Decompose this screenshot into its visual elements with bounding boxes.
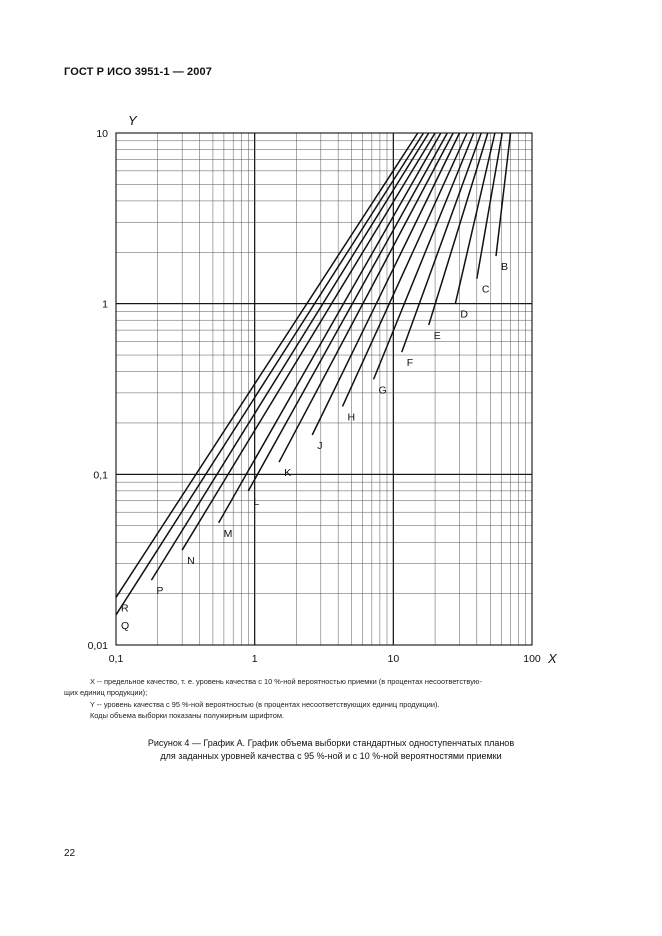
series-label-G: G (378, 384, 387, 397)
series-line-R (116, 133, 418, 597)
chart-labels-group (88, 113, 558, 666)
series-label-N: N (187, 555, 195, 568)
x-tick-label: 0,1 (108, 653, 124, 665)
series-line-L (248, 133, 447, 491)
x-tick-label: 100 (523, 653, 541, 665)
series-line-K (279, 133, 453, 462)
caption-line1: Рисунок 4 — График А. График объема выборки стандартных одноступенчатых планов (147, 738, 515, 748)
series-line-H (343, 133, 468, 406)
series-label-J: J (317, 440, 323, 453)
y-tick-label: 0,1 (93, 469, 108, 482)
x-axis-title: X (548, 651, 557, 666)
series-label-B: B (500, 261, 509, 274)
x-axis-note (64, 677, 604, 698)
series-label-K: K (284, 467, 292, 480)
series-label-P: P (156, 585, 164, 598)
y-axis-note: Y -- уровень качества с 95 %-ной вероятностью (в процентах несоответствующих единиц продукции). (90, 700, 440, 709)
figure-caption (90, 737, 572, 762)
caption-line2: для заданных уровней качества с 95 %-ной и с 10 %-ной вероятностями приемки (160, 750, 502, 761)
series-label-M: M (223, 527, 233, 540)
series-label-E: E (433, 329, 441, 342)
x-tick-label: 10 (387, 653, 400, 665)
x-tick-label: 1 (251, 653, 258, 665)
series-label-F: F (406, 357, 414, 370)
series-label-D: D (460, 308, 468, 321)
chart-grid (116, 133, 532, 645)
series-label-H: H (347, 411, 356, 424)
codes-note: Коды объема выборки показаны полужирным шрифтом. (90, 711, 284, 720)
series-label-C: C (481, 283, 490, 296)
series-line-M (219, 133, 441, 523)
y-axis-title: Y (128, 113, 137, 128)
document-header: ГОСТ Р ИСО 3951-1 — 2007 (64, 66, 212, 78)
series-label-R: R (121, 602, 129, 615)
series-line-B (496, 133, 511, 256)
series-line-Q (116, 133, 423, 615)
y-tick-label: 0,01 (87, 640, 108, 652)
x-note-line2: щих единиц продукции); (64, 687, 148, 697)
y-tick-label: 1 (102, 298, 108, 311)
chart-series-group (116, 133, 511, 615)
series-label-Q: Q (121, 619, 130, 632)
page-number: 22 (64, 848, 76, 859)
x-note-line1: X -- предельное качество, т. е. уровень качества с 10 %-ной вероятностью приемки (в процентах несоответствую- (90, 677, 482, 686)
series-label-L: L (253, 495, 260, 508)
y-tick-label: 10 (96, 128, 108, 140)
plot-frame (116, 133, 532, 645)
